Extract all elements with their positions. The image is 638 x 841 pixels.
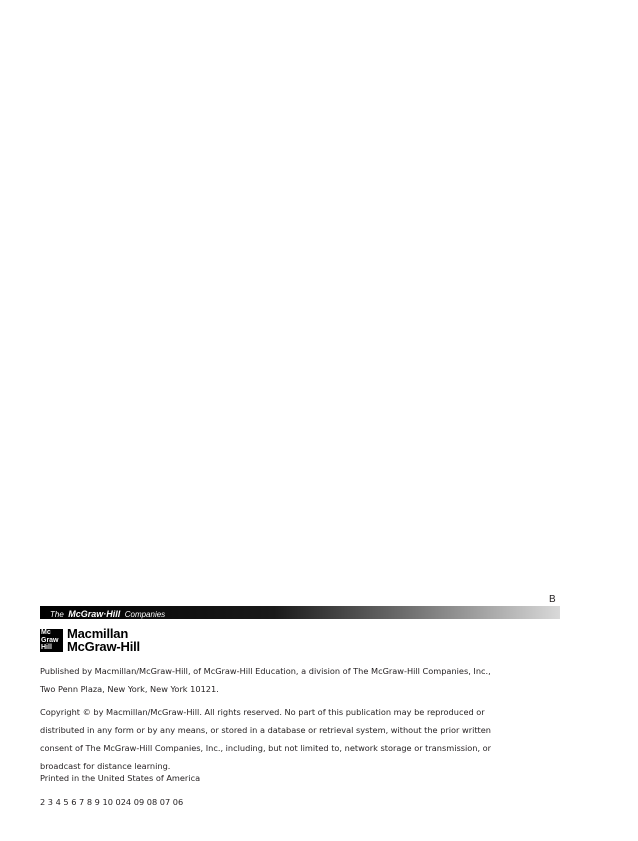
- logo-box-line-2: Graw: [41, 636, 59, 644]
- page-letter: B: [549, 594, 556, 605]
- publisher-name-line-2: McGraw-Hill: [67, 639, 140, 654]
- printed-in: Printed in the United States of America: [40, 773, 201, 783]
- copyright-line: consent of The McGraw-Hill Companies, Inc., including, but not limited to, network storage or transmission, or: [40, 743, 492, 753]
- publisher-name: [67, 627, 140, 653]
- print-line: 2 3 4 5 6 7 8 9 10 024 09 08 07 06: [40, 797, 184, 807]
- copyright-line: Copyright © by Macmillan/McGraw-Hill. All rights reserved. No part of this publication may be reproduced or: [40, 707, 485, 717]
- publisher-name-line-1: Macmillan: [67, 626, 129, 641]
- copyright-line: distributed in any form or by any means, or stored in a database or retrieval system, without the prior written: [40, 725, 491, 735]
- copyright-line: broadcast for distance learning.: [40, 761, 171, 771]
- banner-brand: McGraw·Hill: [68, 609, 121, 619]
- copyright-statement: [40, 703, 580, 775]
- mcgraw-hill-logo-icon: [40, 629, 63, 652]
- logo-box-line-3: Hill: [41, 644, 52, 652]
- published-line: Published by Macmillan/McGraw-Hill, of McGraw-Hill Education, a division of The McGraw-Hill Companies, Inc.,: [40, 666, 491, 676]
- published-line: Two Penn Plaza, New York, New York 10121.: [40, 684, 219, 694]
- banner-the: The: [50, 610, 64, 619]
- companies-banner-text: [50, 606, 165, 621]
- published-statement: [40, 662, 580, 698]
- companies-banner: [40, 606, 560, 619]
- logo-box-line-1: Mc: [41, 629, 51, 636]
- banner-companies: Companies: [124, 610, 166, 619]
